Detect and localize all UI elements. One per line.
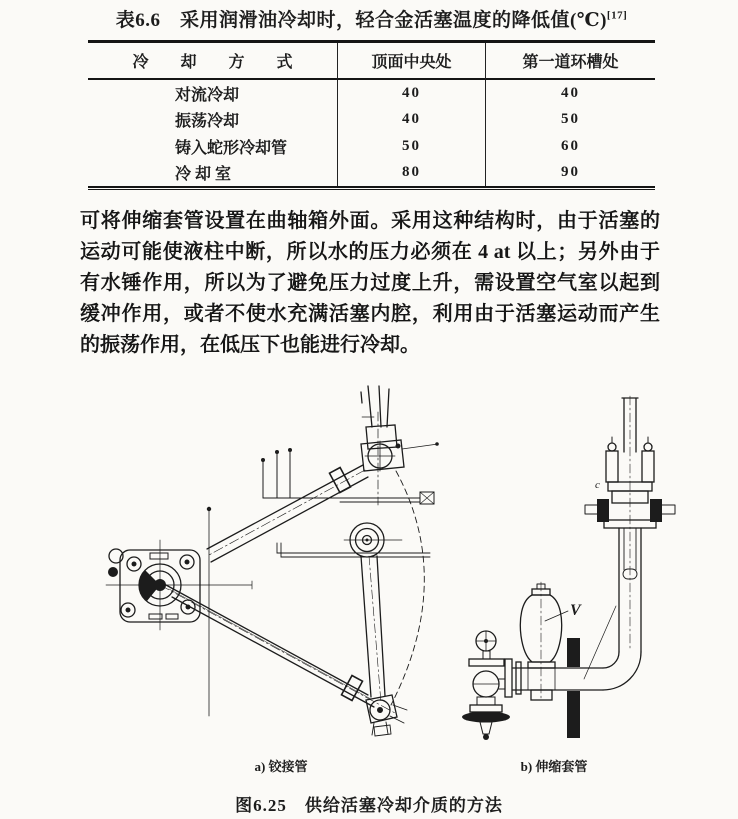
label-air-vessel-v: V — [570, 602, 581, 619]
table-title — [88, 5, 655, 32]
table-cell-method: 对流冷却 — [175, 86, 240, 104]
table-cell-value: 50 — [485, 107, 655, 134]
label-gland-c: c — [595, 479, 600, 491]
caption-a-hinged-pipe: a) 铰接管 — [254, 759, 308, 774]
table-cell-method: 冷 却 室 — [175, 166, 232, 184]
figure-6-25-diagrams — [0, 380, 738, 760]
figure-title: 图6.25 供给活塞冷却介质的方法 — [235, 796, 503, 815]
table-cell-value: 50 — [337, 133, 485, 160]
column-header-cooling-method: 冷 却 方 式 — [88, 43, 337, 80]
hinged-pipe-diagram-a — [106, 386, 439, 736]
table-cell-value: 40 — [485, 80, 655, 107]
body-paragraph-line: 运动可能使液柱中断，所以水的压力必须在 4 at 以上；另外由于 — [80, 241, 660, 263]
table-cell-value: 40 — [337, 107, 485, 134]
table-cell-method: 振荡冷却 — [175, 113, 240, 131]
column-header-crown-center: 顶面中央处 — [337, 43, 485, 80]
body-paragraph — [80, 206, 660, 361]
table-cell-value: 80 — [337, 160, 485, 187]
piston-cooling-table — [88, 40, 655, 188]
table-title-text: 表6.6 采用润滑油冷却时，轻合金活塞温度的降低值(℃) — [115, 10, 607, 31]
column-header-first-ring-groove: 第一道环槽处 — [485, 43, 655, 80]
table-cell-method: 铸入蛇形冷却管 — [175, 139, 288, 157]
table-title-citation: [17] — [606, 9, 628, 22]
body-paragraph-line: 的振荡作用，在低压下也能进行冷却。 — [80, 334, 420, 356]
body-paragraph-line: 缓冲作用，或者不使水充满活塞内腔，利用由于活塞运动而产生 — [80, 303, 660, 325]
caption-b-telescopic-sleeve: b) 伸缩套管 — [520, 759, 588, 774]
body-paragraph-line: 可将伸缩套管设置在曲轴箱外面。采用这种结构时，由于活塞的 — [80, 210, 660, 232]
table-cell-value: 60 — [485, 133, 655, 160]
body-paragraph-line: 有水锤作用，所以为了避免压力过度上升，需设置空气室以起到 — [80, 272, 660, 294]
table-cell-value: 90 — [485, 160, 655, 187]
table-cell-value: 40 — [337, 80, 485, 107]
table-bottom-rule — [88, 189, 655, 190]
telescopic-sleeve-diagram-b — [462, 396, 675, 740]
